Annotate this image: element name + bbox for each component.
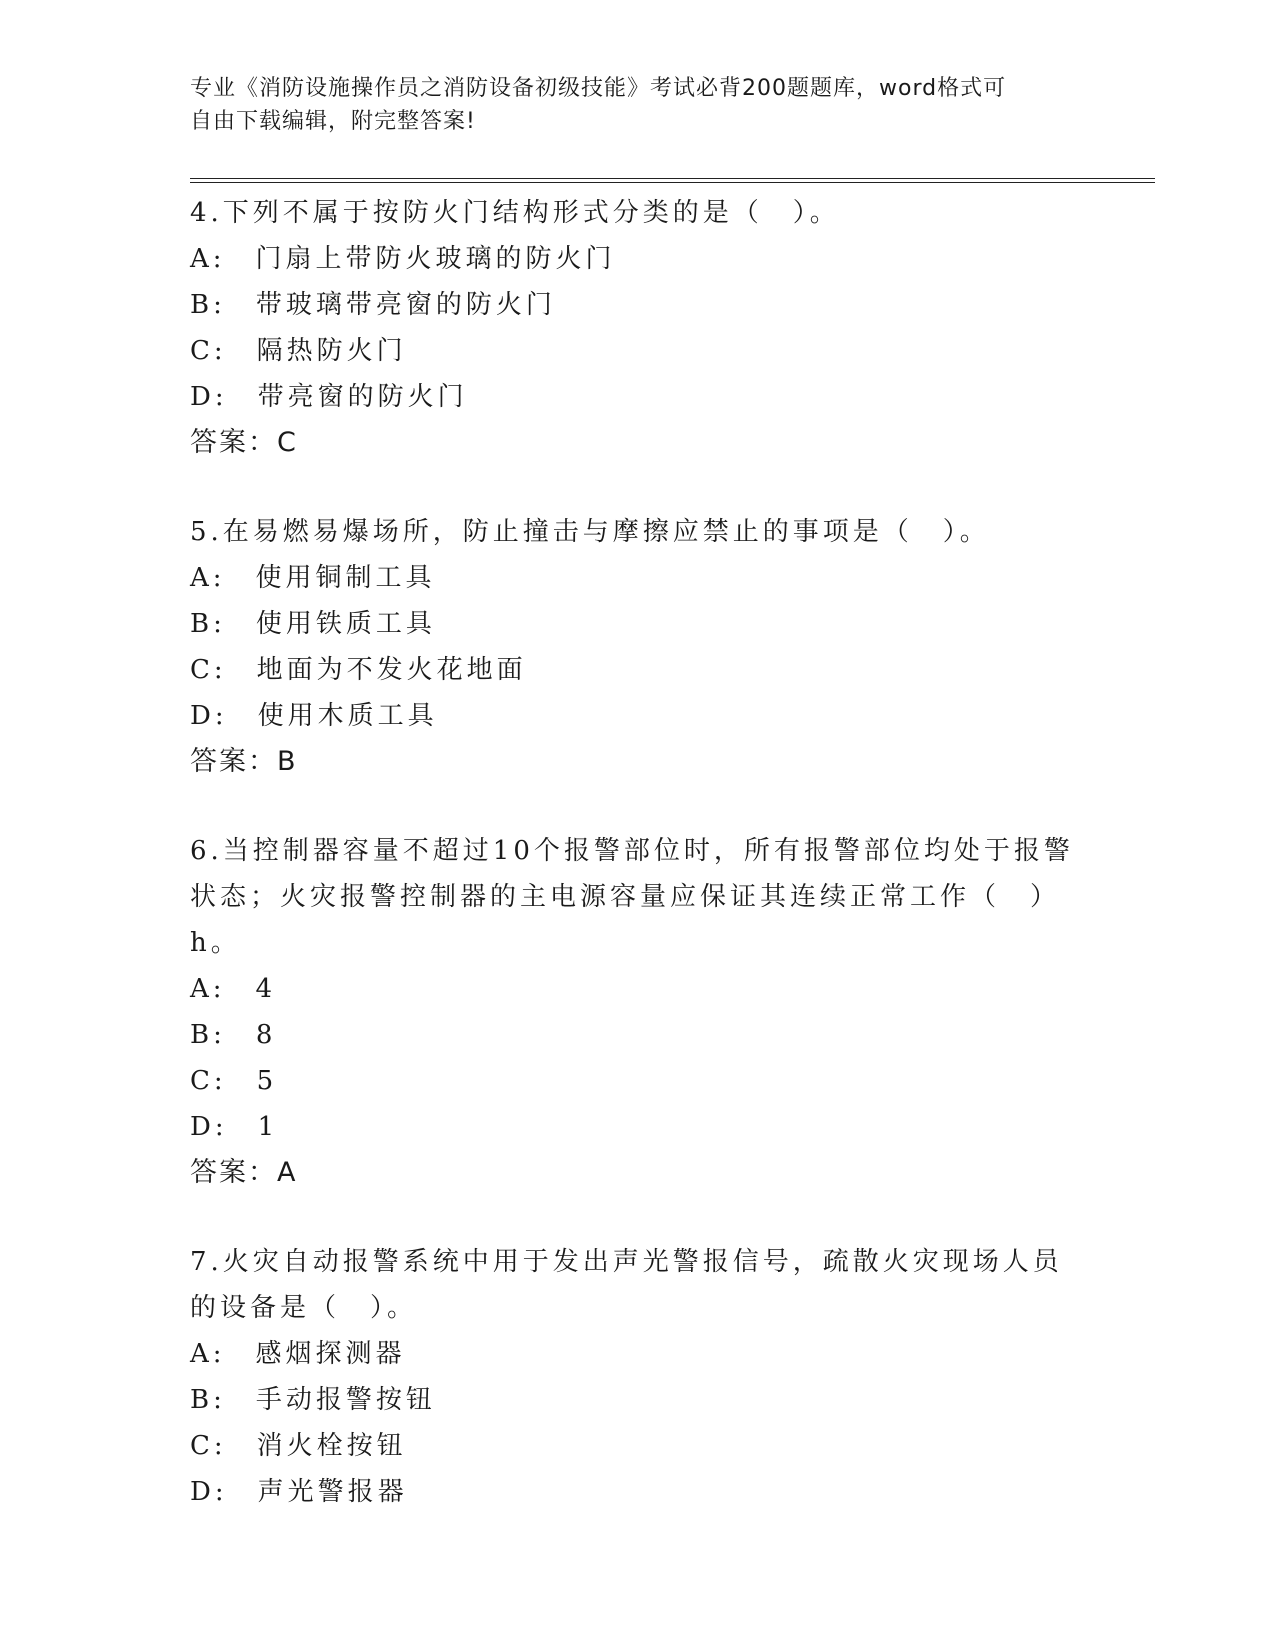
option-letter: D: [190, 1477, 228, 1507]
option-a [190, 1331, 1090, 1377]
option-letter: B: [190, 1385, 226, 1415]
question-text: 5.在易燃易爆场所，防止撞击与摩擦应禁止的事项是（ ）。 [190, 517, 990, 547]
option-letter: D: [190, 382, 228, 412]
option-letter: B: [190, 609, 226, 639]
option-text: 带亮窗的防火门 [257, 382, 468, 412]
option-letter: C: [190, 1431, 227, 1461]
question-text: 7.火灾自动报警系统中用于发出声光警报信号，疏散火灾现场人员的设备是（ ）。 [190, 1247, 1063, 1323]
header-divider-top [190, 178, 1155, 179]
option-letter: D: [190, 1112, 228, 1142]
option-letter: A: [190, 244, 226, 274]
option-text: 带玻璃带亮窗的防火门 [255, 290, 556, 320]
option-letter: A: [190, 1339, 226, 1369]
question-7 [190, 1239, 1090, 1515]
option-letter: A: [190, 974, 226, 1004]
option-b [190, 1012, 1090, 1058]
question-text: 6.当控制器容量不超过10个报警部位时，所有报警部位均处于报警状态；火灾报警控制器的主电源容量应保证其连续正常工作（ ）h。 [190, 836, 1074, 958]
option-text: 8 [255, 1020, 277, 1050]
header-line-1: 专业《消防设施操作员之消防设备初级技能》考试必背200题题库，word格式可 [190, 76, 1007, 101]
option-text: 隔热防火门 [256, 336, 407, 366]
option-letter: C: [190, 655, 227, 685]
option-text: 使用木质工具 [257, 701, 438, 731]
option-text: 地面为不发火花地面 [256, 655, 527, 685]
option-letter: B: [190, 290, 226, 320]
option-text: 4 [255, 974, 277, 1004]
option-d [190, 693, 1090, 739]
question-4 [190, 190, 1090, 466]
question-list [190, 190, 1090, 1515]
option-text: 使用铜制工具 [255, 563, 436, 593]
option-text: 门扇上带防火玻璃的防火门 [255, 244, 616, 274]
option-text: 消火栓按钮 [256, 1431, 407, 1461]
option-c [190, 1058, 1090, 1104]
option-letter: A: [190, 563, 226, 593]
option-text: 使用铁质工具 [255, 609, 436, 639]
option-a [190, 555, 1090, 601]
answer-label: 答案： [190, 746, 277, 777]
option-d [190, 1104, 1090, 1150]
option-letter: C: [190, 336, 227, 366]
option-letter: C: [190, 1066, 227, 1096]
option-b [190, 601, 1090, 647]
option-a [190, 236, 1090, 282]
document-header [190, 72, 1070, 138]
answer-label: 答案： [190, 427, 277, 458]
option-letter: D: [190, 701, 228, 731]
question-6 [190, 828, 1090, 1196]
option-d [190, 1469, 1090, 1515]
option-letter: B: [190, 1020, 226, 1050]
answer-value: B [277, 746, 298, 777]
option-text: 声光警报器 [257, 1477, 408, 1507]
header-divider-bottom [190, 182, 1155, 183]
option-c [190, 647, 1090, 693]
answer-value: C [277, 427, 298, 458]
answer-line [190, 1150, 1090, 1196]
option-text: 1 [257, 1112, 279, 1142]
option-d [190, 374, 1090, 420]
option-text: 感烟探测器 [255, 1339, 406, 1369]
option-c [190, 328, 1090, 374]
question-text: 4.下列不属于按防火门结构形式分类的是（ ）。 [190, 198, 840, 228]
option-a [190, 966, 1090, 1012]
option-text: 手动报警按钮 [255, 1385, 436, 1415]
option-b [190, 282, 1090, 328]
header-line-2: 自由下载编辑，附完整答案! [190, 109, 476, 134]
question-5 [190, 509, 1090, 785]
answer-line [190, 420, 1090, 466]
option-c [190, 1423, 1090, 1469]
answer-label: 答案： [190, 1157, 277, 1188]
option-b [190, 1377, 1090, 1423]
answer-line [190, 739, 1090, 785]
answer-value: A [277, 1157, 298, 1188]
option-text: 5 [256, 1066, 278, 1096]
